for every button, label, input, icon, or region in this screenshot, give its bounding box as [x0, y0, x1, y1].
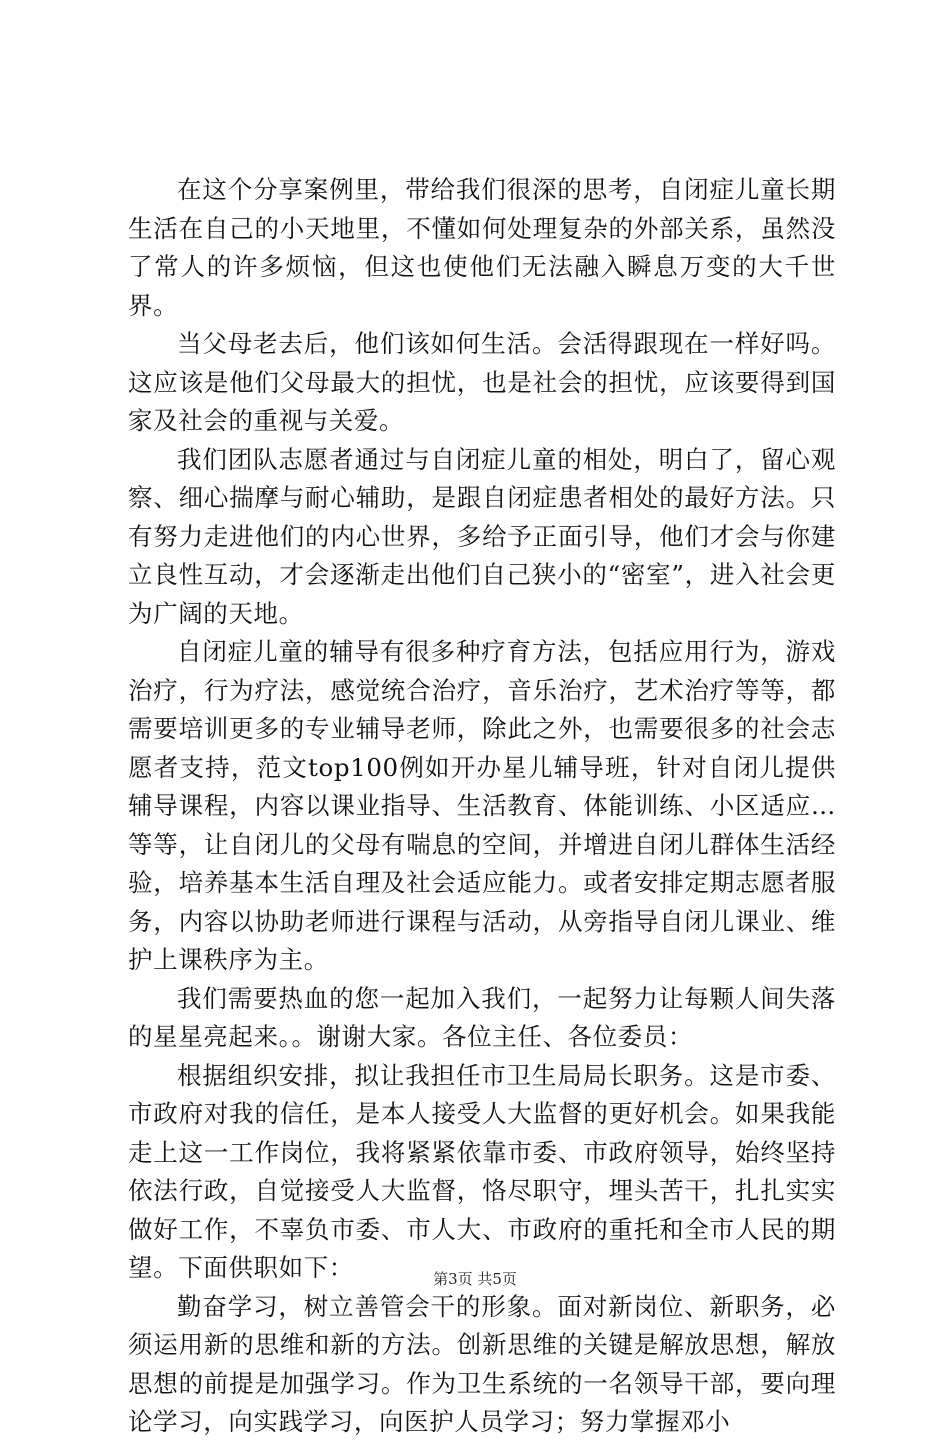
- paragraph-1: 在这个分享案例里，带给我们很深的思考，自闭症儿童长期生活在自己的小天地里，不懂如何处理复杂的外部关系，虽然没了常人的许多烦恼，但这也使他们无法融入瞬息万变的大千世界。: [128, 175, 836, 320]
- paragraph-5: 我们需要热血的您一起加入我们，一起努力让每颗人间失落的星星亮起来。。谢谢大家。各位主任、各位委员：: [128, 983, 836, 1051]
- body-text: [128, 171, 836, 1442]
- paragraph-3: 我们团队志愿者通过与自闭症儿童的相处，明白了，留心观察、细心揣摩与耐心辅助，是跟自闭症患者相处的最好方法。只有努力走进他们的内心世界，多给予正面引导，他们才会与你建立良性互动，才会逐渐走出他们自己狭小的“密室”，进入社会更为广阔的天地。: [128, 444, 836, 628]
- page-footer: 第3页 共5页: [433, 1270, 517, 1288]
- paragraph-6: 根据组织安排，拟让我担任市卫生局局长职务。这是市委、市政府对我的信任，是本人接受人大监督的更好机会。如果我能走上这一工作岗位，我将紧紧依靠市委、市政府领导，始终坚持依法行政，自觉接受人大监督，恪尽职守，埋头苦干，扎扎实实做好工作，不辜负市委、市人大、市政府的重托和全市人民的期望。下面供职如下：: [128, 1060, 836, 1282]
- paragraph-7: 勤奋学习，树立善管会干的形象。面对新岗位、新职务，必须运用新的思维和新的方法。创新思维的关键是解放思想，解放思想的前提是加强学习。作为卫生系统的一名领导干部，要向理论学习，向实践学习，向医护人员学习；努力掌握邓小: [128, 1291, 836, 1436]
- paragraph-2: 当父母老去后，他们该如何生活。会活得跟现在一样好吗。这应该是他们父母最大的担忧，也是社会的担忧，应该要得到国家及社会的重视与关爱。: [128, 329, 836, 435]
- paragraph-4: 自闭症儿童的辅导有很多种疗育方法，包括应用行为，游戏治疗，行为疗法，感觉统合治疗，音乐治疗，艺术治疗等等，都需要培训更多的专业辅导老师，除此之外，也需要很多的社会志愿者支持，范文top100例如开办星儿辅导班，针对自闭儿提供辅导课程，内容以课业指导、生活教育、体能训练、小区适应…等等，让自闭儿的父母有喘息的空间，并增进自闭儿群体生活经验，培养基本生活自理及社会适应能力。或者安排定期志愿者服务，内容以协助老师进行课程与活动，从旁指导自闭儿课业、维护上课秩序为主。: [128, 637, 836, 974]
